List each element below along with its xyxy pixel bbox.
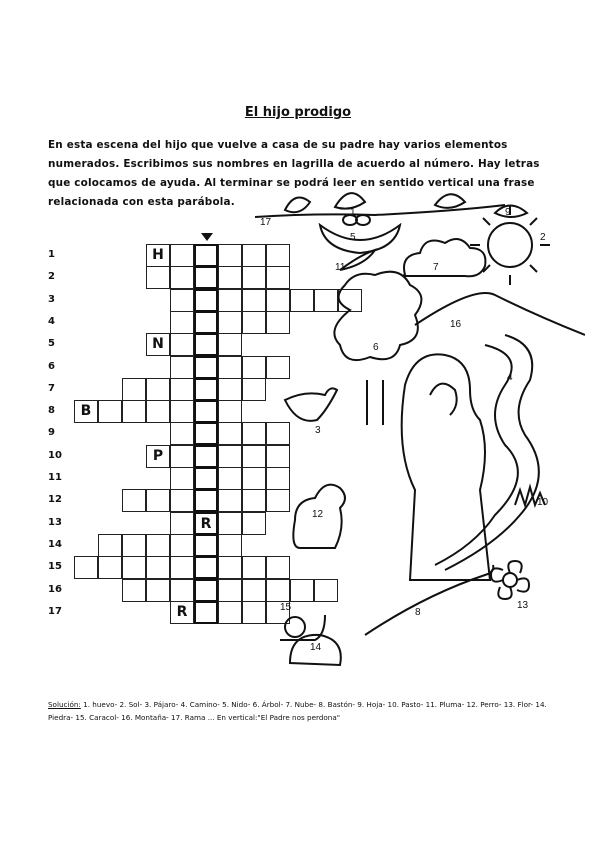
row-number: 2	[48, 271, 55, 283]
row-number: 6	[48, 360, 55, 372]
scene-number-label: 7	[433, 262, 439, 273]
key-column-arrow-icon	[201, 233, 213, 241]
grid-cell[interactable]	[218, 244, 242, 267]
key-column-cell[interactable]	[194, 601, 218, 624]
grid-cell[interactable]	[122, 400, 146, 423]
key-column-cell[interactable]	[194, 356, 218, 379]
scene-number-label: 5	[350, 232, 356, 243]
key-column-cell[interactable]: R	[194, 512, 218, 535]
scene-number-label: 16	[450, 319, 462, 330]
grid-cell[interactable]	[218, 556, 242, 579]
grid-cell[interactable]	[170, 579, 194, 602]
grid-cell[interactable]	[218, 534, 242, 557]
grid-cell[interactable]	[218, 445, 242, 468]
row-number: 9	[48, 427, 55, 439]
grid-cell[interactable]	[218, 378, 242, 401]
grid-cell[interactable]	[218, 333, 242, 356]
branch-icon	[255, 205, 505, 217]
scene-number-label: 1	[350, 207, 356, 218]
solution-label: Solución:	[48, 700, 81, 709]
scene-number-label: 17	[260, 217, 272, 228]
grid-cell[interactable]: P	[146, 445, 170, 468]
scene-number-label: 4	[507, 372, 513, 383]
grid-cell[interactable]	[146, 489, 170, 512]
scene-number-label: 2	[540, 232, 546, 243]
key-column-cell[interactable]	[194, 422, 218, 445]
row-number: 10	[48, 449, 62, 461]
key-column-cell[interactable]	[194, 556, 218, 579]
leaf-icon	[435, 194, 465, 208]
scene-number-label: 15	[280, 602, 292, 613]
key-column-cell[interactable]	[194, 378, 218, 401]
grid-cell[interactable]	[218, 289, 242, 312]
row-number: 16	[48, 583, 62, 595]
grid-cell[interactable]	[218, 311, 242, 334]
grid-cell[interactable]	[146, 266, 170, 289]
scene-number-label: 12	[312, 509, 324, 520]
scene-number-label: 11	[335, 262, 346, 273]
grid-cell[interactable]	[170, 489, 194, 512]
grid-cell[interactable]	[170, 333, 194, 356]
grid-cell[interactable]	[218, 489, 242, 512]
instructions-text: En esta escena del hijo que vuelve a casa de su padre hay varios elementos numerados. Escribimos sus nombres en lagrilla de acuerdo al número. Hay letras que colocamos de ayuda. Al terminar se podrá leer en sentido vertical una frase relacionada con esta parábola.	[48, 139, 540, 208]
row-number: 13	[48, 516, 62, 528]
row-number: 3	[48, 293, 55, 305]
grid-cell[interactable]	[170, 356, 194, 379]
grid-cell[interactable]	[170, 244, 194, 267]
grid-cell[interactable]	[74, 556, 98, 579]
snail-icon	[285, 617, 305, 637]
sun-icon	[488, 223, 532, 267]
key-column-cell[interactable]	[194, 579, 218, 602]
solution-answers: 1. huevo- 2. Sol- 3. Pájaro- 4. Camino- 5. Nido- 6. Árbol- 7. Nube- 8. Bastón- 9. Hoja- 10. Pasto- 11. Pluma- 12. Perro- 13. Flor- 14. Piedra- 15. Caracol- 16. Montaña- 17. Rama ... En vertical:"El Padre nos perdona"	[48, 700, 547, 722]
row-number: 12	[48, 494, 62, 506]
grid-cell[interactable]	[218, 601, 242, 624]
key-column-cell[interactable]	[194, 534, 218, 557]
key-column-cell[interactable]	[194, 467, 218, 490]
scene-number-label: 8	[415, 607, 421, 618]
row-number: 1	[48, 249, 55, 260]
key-column-cell[interactable]	[194, 244, 218, 267]
grid-cell[interactable]	[170, 422, 194, 445]
grid-cell[interactable]	[218, 422, 242, 445]
grid-cell[interactable]: B	[74, 400, 98, 423]
grid-cell[interactable]	[218, 512, 242, 535]
key-column-cell[interactable]	[194, 266, 218, 289]
grid-cell[interactable]	[218, 356, 242, 379]
row-number: 8	[48, 405, 55, 417]
grid-cell[interactable]	[122, 556, 146, 579]
grid-cell[interactable]	[146, 579, 170, 602]
key-column-cell[interactable]	[194, 400, 218, 423]
row-number: 5	[48, 338, 55, 350]
row-number: 15	[48, 561, 62, 573]
key-column-cell[interactable]	[194, 289, 218, 312]
grid-cell[interactable]	[170, 534, 194, 557]
mountain-icon	[415, 293, 585, 335]
grid-cell[interactable]	[218, 579, 242, 602]
page-title: El hijo prodigo	[244, 105, 352, 120]
road-icon	[435, 345, 518, 565]
grid-cell[interactable]	[122, 378, 146, 401]
grid-cell[interactable]	[218, 400, 242, 423]
grid-cell[interactable]	[170, 556, 194, 579]
scene-number-label: 10	[537, 497, 549, 508]
leaf-icon	[285, 198, 310, 213]
grid-cell[interactable]	[170, 266, 194, 289]
grid-cell[interactable]	[170, 467, 194, 490]
father-son-figures-icon	[402, 354, 490, 580]
scene-number-label: 6	[373, 342, 379, 353]
row-number: 11	[48, 472, 62, 483]
bird-icon	[285, 388, 337, 421]
grid-cell[interactable]	[170, 512, 194, 535]
grid-cell[interactable]	[146, 378, 170, 401]
row-number: 7	[48, 382, 55, 394]
grid-cell[interactable]: R	[170, 601, 194, 624]
grid-cell[interactable]	[122, 489, 146, 512]
grid-cell[interactable]	[146, 534, 170, 557]
scene-number-label: 13	[517, 600, 529, 611]
grid-cell[interactable]	[218, 467, 242, 490]
solution-text	[48, 698, 548, 724]
grid-cell[interactable]	[98, 534, 122, 557]
grid-cell[interactable]	[170, 289, 194, 312]
egg-icon	[356, 215, 370, 225]
grid-cell[interactable]	[122, 579, 146, 602]
grid-cell[interactable]: H	[146, 244, 170, 267]
scene-number-label: 9	[505, 207, 511, 218]
grid-cell[interactable]: N	[146, 333, 170, 356]
flower-icon	[503, 573, 517, 587]
grid-cell[interactable]	[146, 556, 170, 579]
row-number: 17	[48, 605, 62, 617]
grid-cell[interactable]	[98, 556, 122, 579]
scene-number-label: 3	[315, 425, 321, 436]
scene-number-label: 14	[310, 642, 322, 653]
key-column-cell[interactable]	[194, 311, 218, 334]
key-column-cell[interactable]	[194, 333, 218, 356]
nest-icon	[320, 225, 400, 253]
grid-cell[interactable]	[218, 266, 242, 289]
grid-cell[interactable]	[170, 445, 194, 468]
grid-cell[interactable]	[122, 534, 146, 557]
row-number: 4	[48, 315, 55, 327]
key-column-cell[interactable]	[194, 489, 218, 512]
grid-cell[interactable]	[170, 311, 194, 334]
grid-cell[interactable]	[98, 400, 122, 423]
grid-cell[interactable]	[170, 400, 194, 423]
grid-cell[interactable]	[146, 400, 170, 423]
parable-illustration	[255, 185, 585, 675]
key-column-cell[interactable]	[194, 445, 218, 468]
row-number: 14	[48, 538, 62, 550]
cane-icon	[365, 565, 493, 635]
grid-cell[interactable]	[170, 378, 194, 401]
